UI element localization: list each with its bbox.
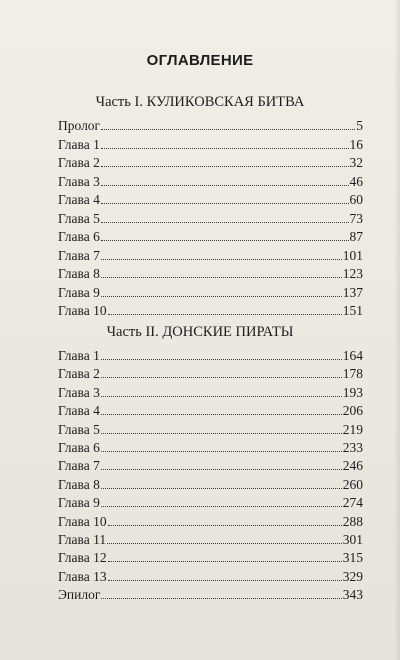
dot-leader xyxy=(101,468,342,470)
toc-entry-page-number: 301 xyxy=(342,531,363,547)
toc-entry-page-number: 5 xyxy=(356,118,363,133)
dot-leader xyxy=(101,295,342,297)
toc-entry xyxy=(58,347,363,365)
toc-entry xyxy=(58,384,363,402)
dot-leader xyxy=(101,395,342,397)
toc-entry-page-number: 32 xyxy=(349,155,363,170)
toc-entry-label: Глава 13 xyxy=(58,568,107,584)
toc-entry-label: Глава 10 xyxy=(58,303,107,318)
dot-leader xyxy=(108,524,342,526)
toc-entry-page-number: 178 xyxy=(342,366,363,382)
toc-entry-label: Глава 3 xyxy=(58,384,100,400)
toc-entry xyxy=(58,568,363,586)
toc-entry-label: Глава 1 xyxy=(58,136,100,152)
toc-entry-page-number: 329 xyxy=(342,568,363,584)
dot-leader xyxy=(101,376,342,378)
dot-leader xyxy=(101,276,342,278)
dot-leader xyxy=(108,579,342,581)
toc-entry xyxy=(58,365,363,383)
dot-leader xyxy=(108,313,342,315)
toc-entry-label: Глава 3 xyxy=(58,173,100,189)
toc-entry-label: Глава 4 xyxy=(58,192,100,207)
toc-entry xyxy=(58,421,363,439)
toc-entry xyxy=(58,210,363,229)
toc-entry-page-number: 46 xyxy=(349,173,363,189)
dot-leader xyxy=(101,165,349,167)
dot-leader xyxy=(108,560,342,562)
dot-leader xyxy=(101,221,349,223)
toc-entry-label: Глава 6 xyxy=(58,229,100,244)
toc-entry-page-number: 343 xyxy=(342,587,363,603)
toc-entry xyxy=(58,284,363,303)
toc-entry xyxy=(58,476,363,494)
toc-entry xyxy=(58,136,363,155)
toc-entry-label: Глава 8 xyxy=(58,476,100,492)
toc-entry-label: Эпилог xyxy=(58,587,101,603)
toc-entry-page-number: 246 xyxy=(342,458,363,474)
toc-entry-label: Глава 7 xyxy=(58,247,100,263)
toc-entry-page-number: 164 xyxy=(342,348,363,363)
toc-entry-label: Глава 1 xyxy=(58,348,100,363)
toc-entry-label: Глава 5 xyxy=(58,421,100,437)
toc-entry xyxy=(58,247,363,266)
toc-entry xyxy=(58,439,363,457)
page-title: ОГЛАВЛЕНИЕ xyxy=(146,52,254,69)
toc-entry xyxy=(58,191,363,210)
toc-entry xyxy=(58,173,363,192)
toc-entry-page-number: 87 xyxy=(349,229,363,244)
toc-entry xyxy=(58,494,363,512)
toc-entry-page-number: 315 xyxy=(342,550,363,566)
toc-entry xyxy=(58,586,363,604)
dot-leader xyxy=(101,239,349,241)
toc-entry xyxy=(58,154,363,173)
toc-entry-page-number: 260 xyxy=(342,476,363,492)
toc-entry-page-number: 60 xyxy=(349,192,363,207)
dot-leader xyxy=(101,358,342,360)
toc-entry xyxy=(58,457,363,475)
toc-entry-page-number: 137 xyxy=(342,284,363,300)
dot-leader xyxy=(101,202,349,204)
toc-entry-label: Пролог xyxy=(58,118,101,133)
toc-entry-label: Глава 6 xyxy=(58,439,100,455)
toc-entry-label: Глава 9 xyxy=(58,495,100,511)
dot-leader xyxy=(101,597,341,599)
toc-entry-label: Глава 9 xyxy=(58,284,100,300)
toc-entry-label: Глава 2 xyxy=(58,366,100,382)
toc-entry-page-number: 233 xyxy=(342,439,363,455)
toc-entry xyxy=(58,117,363,136)
part-2-heading: Часть II. ДОНСКИЕ ПИРАТЫ xyxy=(106,324,294,340)
toc-entry xyxy=(58,402,363,420)
toc-entry xyxy=(58,513,363,531)
dot-leader xyxy=(107,542,342,544)
toc-entry-label: Глава 4 xyxy=(58,403,100,419)
part-1-heading: Часть I. КУЛИКОВСКАЯ БИТВА xyxy=(95,94,305,110)
toc-entry-label: Глава 5 xyxy=(58,210,100,226)
toc-entry-page-number: 16 xyxy=(349,136,363,152)
toc-entry xyxy=(58,302,363,321)
toc-entry-label: Глава 7 xyxy=(58,458,100,474)
toc-entry-page-number: 151 xyxy=(342,303,363,318)
dot-leader xyxy=(101,258,342,260)
toc-entry-label: Глава 8 xyxy=(58,266,100,281)
dot-leader xyxy=(101,487,342,489)
dot-leader xyxy=(101,413,342,415)
toc-entry-label: Глава 12 xyxy=(58,550,107,566)
toc-entry-page-number: 123 xyxy=(342,266,363,281)
dot-leader xyxy=(101,128,355,130)
dot-leader xyxy=(101,184,349,186)
toc-entry xyxy=(58,228,363,247)
toc-entry xyxy=(58,265,363,284)
toc-entry-label: Глава 2 xyxy=(58,155,100,170)
toc-entry-page-number: 288 xyxy=(342,513,363,529)
page-edge-shadow xyxy=(394,0,400,660)
toc-entry xyxy=(58,531,363,549)
part-2-toc xyxy=(58,347,363,604)
dot-leader xyxy=(101,147,349,149)
dot-leader xyxy=(101,450,342,452)
dot-leader xyxy=(101,432,342,434)
dot-leader xyxy=(101,505,342,507)
toc-entry-page-number: 219 xyxy=(342,421,363,437)
toc-entry-page-number: 193 xyxy=(342,384,363,400)
toc-entry-page-number: 206 xyxy=(342,403,363,419)
part-1-toc xyxy=(58,117,363,321)
toc-entry-page-number: 73 xyxy=(349,210,363,226)
toc-entry-label: Глава 11 xyxy=(58,531,107,547)
toc-entry-page-number: 274 xyxy=(342,495,363,511)
toc-entry-page-number: 101 xyxy=(342,247,363,263)
toc-entry-label: Глава 10 xyxy=(58,513,107,529)
toc-entry xyxy=(58,549,363,567)
